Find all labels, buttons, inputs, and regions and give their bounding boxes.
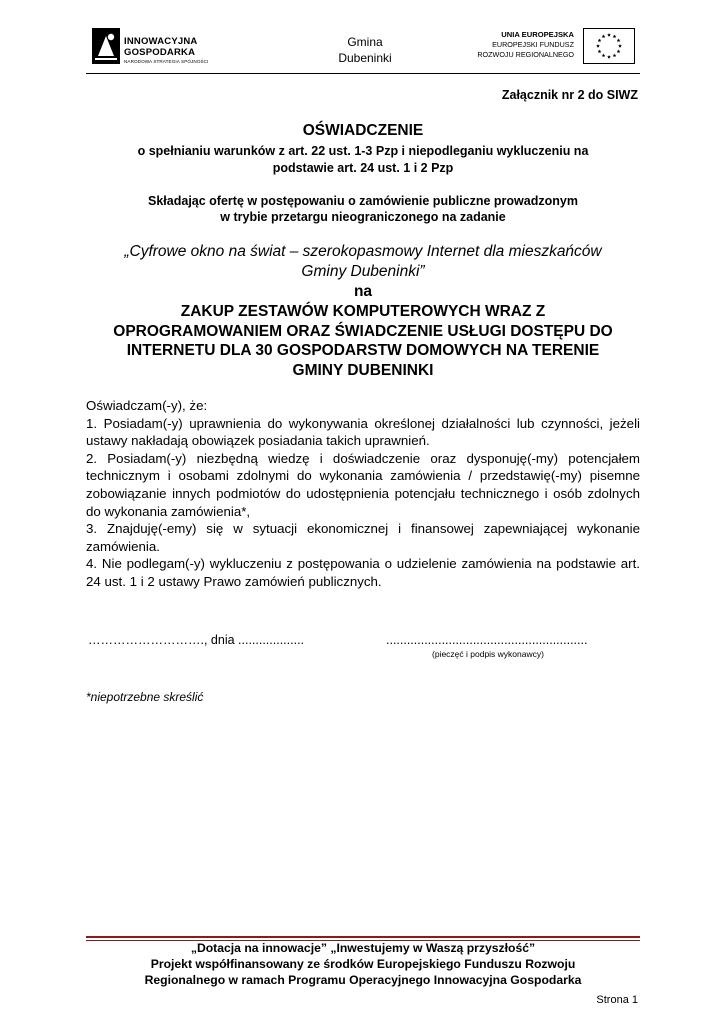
attachment-label: Załącznik nr 2 do SIWZ	[501, 88, 638, 102]
logo-right-line1: UNIA EUROPEJSKA	[501, 30, 574, 39]
header-municipality	[300, 34, 430, 66]
connector-na: na	[353, 283, 373, 300]
footer-line3: Regionalnego w ramach Programu Operacyjnego Innowacyjna Gospodarka	[144, 973, 582, 987]
logo-right-line3: ROZWOJU REGIONALNEGO	[477, 50, 574, 59]
procurement-subject	[86, 302, 640, 380]
subject-line4: GMINY DUBENINKI	[292, 361, 434, 379]
eu-logo	[466, 28, 636, 68]
footer-divider-top	[86, 936, 640, 938]
logo-right-line2: EUROPEJSKI FUNDUSZ	[492, 40, 574, 49]
innowacyjna-gospodarka-emblem-icon	[92, 28, 120, 64]
subject-line3: INTERNETU DLA 30 GOSPODARSTW DOMOWYCH NA TERENIE	[126, 342, 600, 359]
header-divider	[86, 73, 640, 74]
declaration-item-1: 1. Posiadam(-y) uprawnienia do wykonywania określonej działalności lub czynności, jeżeli ustawy nakładają obowiązek posiadania takich uprawnień.	[86, 415, 640, 449]
header-center-line1: Gmina	[347, 35, 383, 49]
subject-line2: OPROGRAMOWANIEM ORAZ ŚWIADCZENIE USŁUGI DOSTĘPU DO	[113, 322, 613, 340]
declaration-item-2: 2. Posiadam(-y) niezbędną wiedzę i doświadczenie oraz dysponuję(-my) potencjałem technicznym i osobami zdolnymi do wykonania zamówienia / przedstawię(-my) pisemne zobowiązanie innych podmiotów do udostępnienia potencjału technicznego i osób zdolnych do wykonania zamówienia*,	[86, 450, 640, 519]
page-number: Strona 1	[596, 994, 638, 1006]
signature-caption: (pieczęć i podpis wykonawcy)	[432, 649, 544, 659]
declaration-body	[86, 397, 640, 591]
project-line2: Gminy Dubeninki”	[301, 263, 425, 280]
header-center-line2: Dubeninki	[338, 51, 392, 65]
declaration-item-3: 3. Znajduję(-emy) się w sytuacji ekonomicznej i finansowej zapewniającej wykonanie zamówienia.	[86, 521, 640, 554]
innowacyjna-gospodarka-logo	[92, 28, 222, 68]
project-name	[86, 242, 640, 282]
logo-left-line2: GOSPODARKA	[124, 47, 196, 58]
signature-line: ..........................................................	[386, 633, 588, 647]
footnote: *niepotrzebne skreślić	[86, 690, 204, 704]
logo-left-line3: NARODOWA STRATEGIA SPÓJNOŚCI	[124, 59, 209, 64]
footer-line2: Projekt współfinansowany ze środków Europejskiego Funduszu Rozwoju	[150, 957, 576, 971]
subtitle-line1: o spełnianiu warunków z art. 22 ust. 1-3 Pzp i niepodleganiu wykluczeniu na	[137, 144, 589, 158]
footer-slogans: „Dotacja na innowacje” „Inwestujemy w Waszą przyszłość”	[190, 941, 536, 955]
footer	[86, 940, 640, 988]
subject-line1: ZAKUP ZESTAWÓW KOMPUTEROWYCH WRAZ Z	[180, 303, 546, 320]
eu-flag-icon	[583, 28, 635, 64]
offer-line1: Składając ofertę w postępowaniu o zamówienie publiczne prowadzonym	[148, 194, 578, 208]
document-title: OŚWIADCZENIE	[302, 122, 424, 139]
logo-left-line1: INNOWACYJNA	[124, 36, 198, 47]
declaration-item-4: 4. Nie podlegam(-y) wykluczeniu z postępowania o udzielenie zamówienia na podstawie art. 24 ust. 1 i 2 ustawy Prawo zamówień publicznych.	[86, 556, 640, 589]
offer-statement	[86, 193, 640, 225]
document-subtitle	[86, 143, 640, 177]
offer-line2: w trybie przetargu nieograniczonego na zadanie	[220, 210, 506, 224]
place-date-field: ………………………., dnia ...................	[88, 633, 305, 647]
project-line1: „Cyfrowe okno na świat – szerokopasmowy Internet dla mieszkańców	[124, 243, 602, 260]
declaration-intro: Oświadczam(-y), że:	[86, 398, 208, 413]
subtitle-line2: podstawie art. 24 ust. 1 i 2 Pzp	[272, 161, 454, 175]
